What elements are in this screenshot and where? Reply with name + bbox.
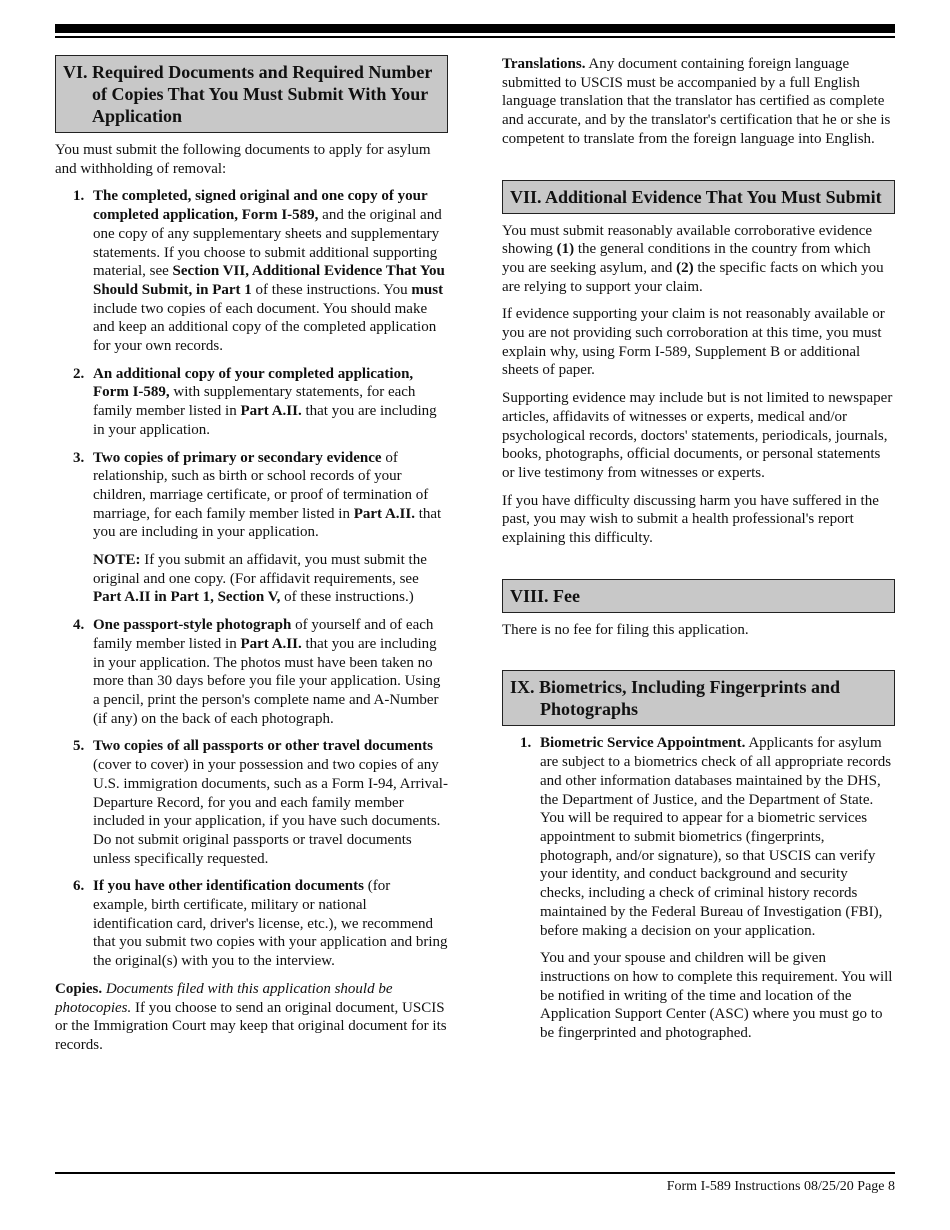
section-vi-header (55, 55, 448, 133)
bottom-rule (55, 1172, 895, 1174)
paragraph-text: the general conditions in the country from which you are seeking asylum, and (502, 241, 871, 276)
biometrics-instructions: You and your spouse and children will be given instructions on how to complete this requirement. You will be notified in writing of the time and location of the Application Support Center (ASC) where you must go to be fingerprinted and photographed. (540, 950, 893, 1042)
list-item-bold: Part A.II. (240, 403, 302, 420)
list-item-number: 1. (73, 188, 85, 205)
list-item-bold: Two copies of all passports or other travel documents (93, 738, 433, 755)
copies-italic: Documents filed with this application should be photocopies. (55, 980, 393, 1016)
paragraph-bold: (2) (676, 259, 694, 276)
translations-label: Translations. (502, 56, 586, 72)
top-thin-rule (55, 36, 895, 38)
section-ix-number: IX. (510, 677, 535, 698)
section-vii-header (502, 180, 895, 214)
biometrics-list (502, 734, 895, 940)
note-text: of these instructions.) (280, 589, 414, 606)
list-item-text: of these instructions. You (251, 281, 412, 298)
list-item-number: 5. (73, 738, 85, 755)
top-thick-rule (55, 24, 895, 33)
paragraph-text: the specific facts on which you are relying to support your claim. (502, 259, 884, 295)
spacer (502, 648, 895, 670)
list-item-text: (for example, birth certificate, military or national identification card, driver's license, etc.), we recommend that you submit two copies with your application and bring the original(s) with you to the interview. (93, 878, 448, 970)
note-label: NOTE: (93, 552, 141, 569)
list-item-number: 6. (73, 878, 85, 895)
list-item (73, 187, 448, 355)
paragraph-text: You must submit reasonably available corroborative evidence showing (502, 222, 873, 258)
list-item-number: 1. (520, 735, 532, 752)
required-documents-list-continued (55, 616, 448, 971)
page-footer: Form I-589 Instructions 08/25/20 Page 8 (666, 1179, 895, 1194)
right-column (502, 55, 895, 1052)
section-vi-title: Required Documents and Required Number of Copies That You Must Submit With Your Application (92, 62, 433, 126)
section-viii-title: Fee (553, 585, 580, 606)
list-item-text: with supplementary statements, for each family member listed in (93, 384, 416, 420)
list-item-text: of relationship, such as birth or school records of your children, marriage certificate, or proof of termination of marriage, for each family member listed in (93, 449, 429, 522)
list-item-text: that you are including in your application. (93, 505, 442, 541)
section-vii-paragraph-2: If evidence supporting your claim is not reasonably available or you are not providing such corroboration at this time, you must explain why, using Form I-589, Supplement B or additional sheets of paper. (502, 306, 885, 379)
list-item (73, 737, 448, 868)
spacer (502, 557, 895, 579)
paragraph-bold: (1) (556, 241, 575, 258)
list-item (73, 616, 448, 728)
list-item-bold: Section VII, Additional Evidence That You Should Submit, in Part 1 (93, 263, 445, 298)
section-viii-paragraph: There is no fee for filing this application. (502, 621, 749, 638)
section-ix-title: Biometrics, Including Fingerprints and Photographs (539, 677, 841, 720)
list-item-number: 3. (73, 449, 85, 466)
list-item-text: that you are including in your application. (93, 403, 437, 438)
list-item (520, 734, 895, 940)
list-item-bold: If you have other identification documents (93, 878, 364, 895)
list-item-text: and the original and one copy of any supplementary sheets and supplementary statements. If you choose to submit additional supporting material, see (93, 207, 442, 280)
list-item-number: 4. (73, 617, 85, 634)
translations-paragraph (502, 55, 895, 149)
left-column (55, 55, 448, 1064)
required-documents-list (55, 187, 448, 542)
list-item (73, 877, 448, 971)
copies-label: Copies. (55, 980, 103, 997)
note-bold: Part A.II in Part 1, Section V, (93, 589, 281, 606)
section-vii-paragraph-4: If you have difficulty discussing harm you have suffered in the past, you may wish to submit a health professional's report explaining this difficulty. (502, 492, 879, 547)
list-item (73, 365, 448, 440)
list-item (73, 449, 448, 543)
list-item-text: Applicants for asylum are subject to a biometrics check of all appropriate records and other information databases maintained by the DHS, the Department of Justice, and the Department of State. You will be required to appear for a biometric services appointment to submit biometrics (fingerprints, photograph, and/or signature), so that USCIS can verify your identity, and conduct background and security checks, including a check of criminal history records maintained by the Federal Bureau of Investigation (FBI), before making a decision on your application. (540, 735, 892, 939)
section-viii-number: VIII. (510, 585, 549, 606)
list-item-number: 2. (73, 365, 85, 382)
spacer (502, 158, 895, 180)
list-item-bold: must (411, 281, 444, 298)
list-item-bold: Part A.II. (353, 505, 415, 522)
note-text: If you submit an affidavit, you must submit the original and one copy. (For affidavit requirements, see (93, 552, 427, 587)
translations-text: Any document containing foreign language submitted to USCIS must be accompanied by a full English language translation that the translator has certified as complete and accurate, and by the translator's certification that he or she is competent to translate from the foreign language into English. (502, 56, 891, 147)
list-item-bold: An additional copy of your completed application, Form I-589, (93, 365, 414, 401)
copies-paragraph (55, 980, 448, 1055)
affidavit-note (93, 551, 448, 607)
copies-text: If you choose to send an original document, USCIS or the Immigration Court may keep that original document for its records. (55, 999, 447, 1053)
list-item-text: of yourself and of each family member listed in (93, 617, 434, 652)
list-item-text: that you are including in your application. The photos must have been taken no more than 30 days before you file your application. Using a pencil, print the person's complete name and A-Number (if any) on the back of each photograph. (93, 635, 441, 727)
section-viii-header (502, 579, 895, 613)
list-item-bold: Biometric Service Appointment. (540, 735, 746, 752)
list-item-bold: Part A.II. (240, 635, 302, 652)
list-item-text: (cover to cover) in your possession and two copies of any U.S. immigration documents, such as a Form I-94, Arrival-Departure Record, for you and each family member included in your application, if you have such documents. Do not submit original passports or travel documents unless specifically requested. (93, 757, 448, 867)
section-vii-paragraph-1 (502, 222, 895, 297)
list-item-bold: One passport-style photograph (93, 617, 292, 634)
list-item-text: include two copies of each document. You should make and keep an additional copy of the completed application for your own records. (93, 300, 437, 355)
section-vi-intro: You must submit the following documents to apply for asylum and withholding of removal: (55, 142, 431, 177)
section-ix-header (502, 670, 895, 726)
section-vii-paragraph-3: Supporting evidence may include but is not limited to newspaper articles, affidavits of witnesses or experts, medical and/or psychological records, doctors' statements, periodicals, journals, books, photographs, official documents, or personal statements or live testimony from witnesses or experts. (502, 390, 893, 481)
section-vi-number: VI. (63, 62, 88, 82)
section-vii-title: Additional Evidence That You Must Submit (545, 186, 882, 207)
section-vii-number: VII. (510, 186, 542, 207)
list-item-bold: The completed, signed original and one copy of your completed application, Form I-589, (93, 188, 428, 224)
list-item-bold: Two copies of primary or secondary evidence (93, 449, 382, 466)
